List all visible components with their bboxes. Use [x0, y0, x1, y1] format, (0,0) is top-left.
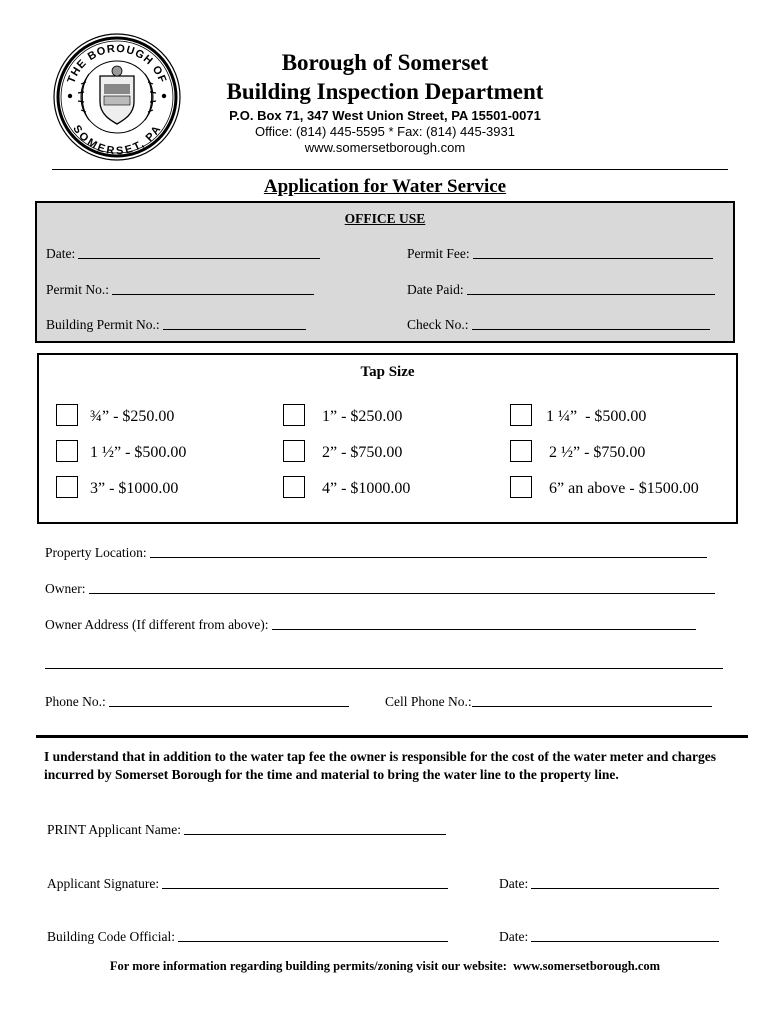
- svg-text:SOMERSET, PA: [70, 123, 163, 157]
- borough-title: Borough of Somerset: [281, 50, 489, 75]
- tap-option-1-1-4: 1 ¼” - $500.00: [546, 408, 647, 425]
- owner-address-line-2[interactable]: [45, 668, 723, 669]
- property-location-label: Property Location:: [45, 545, 147, 560]
- permit-fee-line[interactable]: [473, 257, 713, 259]
- applicant-signature-line[interactable]: [162, 887, 448, 889]
- property-location-line[interactable]: [150, 556, 707, 558]
- phone-field[interactable]: [45, 694, 349, 710]
- office-date-field[interactable]: [46, 246, 320, 262]
- office-use-section: [35, 201, 735, 343]
- tap-option-1-1-2: 1 ½” - $500.00: [90, 444, 187, 461]
- permit-no-line[interactable]: [112, 293, 314, 295]
- date-paid-label: Date Paid:: [407, 282, 464, 297]
- department-title: Building Inspection Department: [226, 79, 544, 104]
- tap-option-1: 1” - $250.00: [322, 408, 403, 425]
- permit-no-label: Permit No.:: [46, 282, 109, 297]
- tap-size-heading: Tap Size: [360, 364, 415, 380]
- header-divider: [52, 169, 728, 170]
- header-website: www.somersetborough.com: [304, 140, 466, 155]
- responsibility-notice: I understand that in addition to the water tap fee the owner is responsible for the cost of the water meter and charges incurred by Somerset Borough for the time and material to bring the water line to the property line.: [44, 749, 716, 782]
- applicant-signature-label: Applicant Signature:: [47, 876, 160, 891]
- cell-phone-line[interactable]: [472, 705, 712, 707]
- tap-checkbox-1[interactable]: [283, 404, 305, 426]
- tap-option-2-1-2: 2 ½” - $750.00: [549, 444, 646, 461]
- permit-no-field[interactable]: [46, 282, 314, 298]
- owner-line[interactable]: [89, 592, 715, 594]
- building-permit-no-line[interactable]: [163, 328, 306, 330]
- applicant-date-field[interactable]: [499, 876, 719, 892]
- tap-checkbox-4[interactable]: [283, 476, 305, 498]
- date-paid-field[interactable]: [407, 282, 715, 298]
- tap-checkbox-2[interactable]: [283, 440, 305, 462]
- tap-option-6: 6” an above - $1500.00: [549, 480, 699, 497]
- tap-option-2: 2” - $750.00: [322, 444, 403, 461]
- print-name-line[interactable]: [184, 833, 446, 835]
- building-permit-no-field[interactable]: [46, 317, 306, 333]
- applicant-date-line[interactable]: [531, 887, 719, 889]
- tap-option-3: 3” - $1000.00: [90, 480, 179, 497]
- tap-option-3-4: ¾” - $250.00: [90, 408, 175, 425]
- owner-address-label: Owner Address (If different from above):: [45, 617, 269, 632]
- print-name-field[interactable]: [47, 822, 446, 838]
- seal-bottom-text: SOMERSET, PA: [70, 123, 164, 158]
- date-paid-line[interactable]: [467, 293, 715, 295]
- borough-seal-logo: [52, 32, 182, 162]
- official-label: Building Code Official:: [47, 929, 175, 944]
- mailing-address: P.O. Box 71, 347 West Union Street, PA 15501-0071: [229, 108, 541, 123]
- tap-size-section: [37, 353, 738, 524]
- cell-phone-field[interactable]: [385, 694, 712, 710]
- tap-checkbox-3[interactable]: [56, 476, 78, 498]
- section-divider: [36, 735, 748, 738]
- owner-address-line[interactable]: [272, 628, 696, 630]
- tap-option-4: 4” - $1000.00: [322, 480, 411, 497]
- cell-phone-label: Cell Phone No.:: [385, 694, 472, 709]
- phone-label: Phone No.:: [45, 694, 106, 709]
- check-no-line[interactable]: [472, 328, 710, 330]
- tap-checkbox-1-1-4[interactable]: [510, 404, 532, 426]
- official-field[interactable]: [47, 929, 448, 945]
- office-contact: Office: (814) 445-5595 * Fax: (814) 445-3931: [255, 124, 515, 139]
- official-date-field[interactable]: [499, 929, 719, 945]
- official-date-label: Date:: [499, 929, 529, 944]
- office-date-label: Date:: [46, 246, 76, 261]
- applicant-signature-field[interactable]: [47, 876, 448, 892]
- permit-fee-label: Permit Fee:: [407, 246, 470, 261]
- applicant-date-label: Date:: [499, 876, 529, 891]
- official-date-line[interactable]: [531, 940, 719, 942]
- owner-label: Owner:: [45, 581, 86, 596]
- office-use-heading: OFFICE USE: [344, 211, 426, 226]
- tap-checkbox-2-1-2[interactable]: [510, 440, 532, 462]
- seal-top-text: THE BOROUGH OF: [65, 42, 169, 86]
- owner-address-field[interactable]: [45, 617, 696, 633]
- tap-checkbox-3-4[interactable]: [56, 404, 78, 426]
- owner-field[interactable]: [45, 581, 715, 597]
- phone-line[interactable]: [109, 705, 349, 707]
- property-location-field[interactable]: [45, 545, 707, 561]
- check-no-label: Check No.:: [407, 317, 469, 332]
- footer-info: For more information regarding building permits/zoning visit our website: www.somersetborough.com: [109, 959, 661, 973]
- print-name-label: PRINT Applicant Name:: [47, 822, 181, 837]
- building-permit-no-label: Building Permit No.:: [46, 317, 160, 332]
- check-no-field[interactable]: [407, 317, 710, 333]
- tap-checkbox-1-1-2[interactable]: [56, 440, 78, 462]
- official-line[interactable]: [178, 940, 448, 942]
- form-title: Application for Water Service: [263, 176, 507, 197]
- tap-checkbox-6[interactable]: [510, 476, 532, 498]
- permit-fee-field[interactable]: [407, 246, 713, 262]
- office-date-line[interactable]: [78, 257, 320, 259]
